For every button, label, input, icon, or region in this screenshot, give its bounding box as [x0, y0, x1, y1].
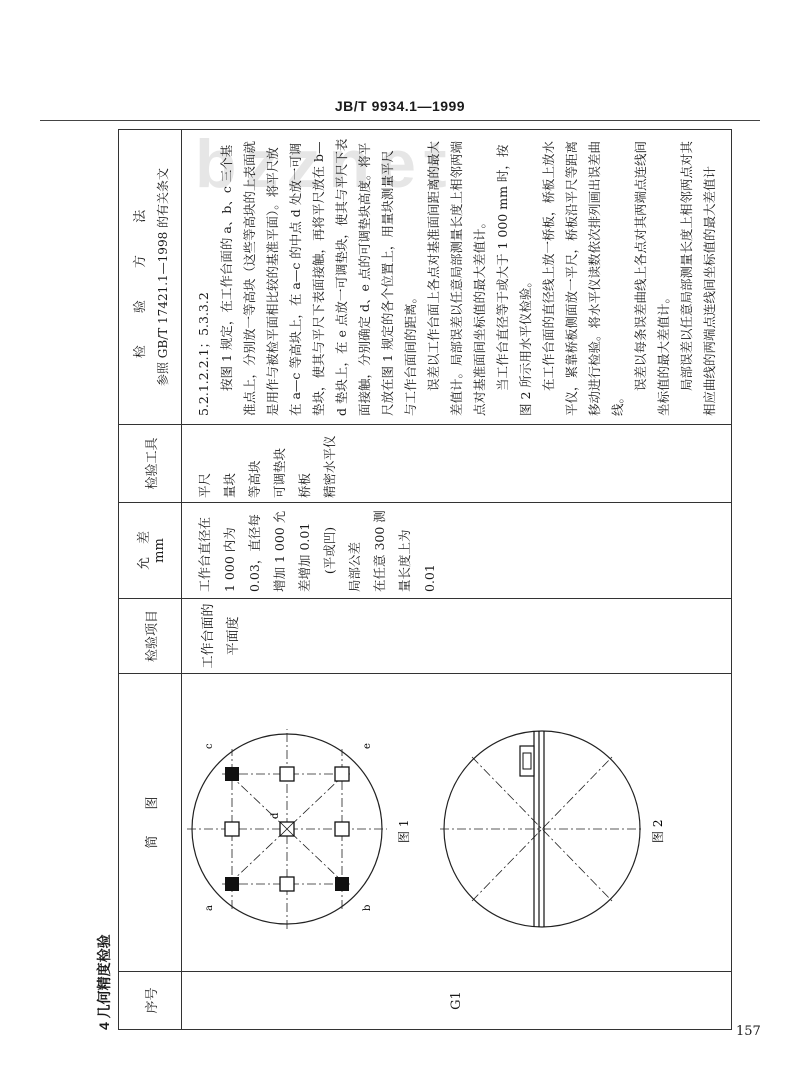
standard-code: JB/T 9934.1—1999: [334, 98, 466, 114]
row-method: [182, 130, 732, 425]
method-paragraph: 在工作台面的直径线上放一桥板，桥板上放水平仪，紧靠桥板侧面放一平尺，桥板沿平尺等距离移动进行检验。将水平仪读数依次排列画出误差曲线。: [541, 140, 625, 416]
label-c: c: [204, 743, 215, 749]
row-item: 工作台面的平面度: [182, 599, 732, 674]
landscape-table-wrapper: [90, 130, 717, 1030]
watermark: bzznet: [195, 126, 455, 202]
label-a: a: [204, 905, 215, 911]
tolerance-shape: (平或凹): [322, 526, 337, 575]
point-c-block: [225, 767, 239, 781]
method-paragraph: 误差以工作台面上各点对基准面间距离的最大差值计。局部误差以任意局部测量长度上相邻两端点对基准面间坐标值的最大差值计。: [426, 140, 487, 416]
col-tolerance: [119, 503, 182, 599]
col-method-subtitle: 参照 GB/T 17421.1—1998 的有关条文: [156, 167, 170, 387]
tool-item: 等高块: [247, 460, 262, 498]
col-tool: 检验工具: [119, 425, 182, 503]
tool-item: 可调垫块: [272, 447, 287, 498]
rotated-page-content: [90, 130, 717, 1030]
col-diagram: 简 图: [119, 674, 182, 972]
diagram-cell: [182, 674, 732, 972]
table-row: [182, 130, 732, 1030]
method-paragraph: 误差以每条误差曲线上各点对其两端点连线间坐标值的最大差值计。: [633, 140, 671, 416]
col-seq: 序号: [119, 972, 182, 1030]
col-item: 检验项目: [119, 599, 182, 674]
point-b-block: [335, 877, 349, 891]
col-tolerance-unit: mm: [152, 538, 167, 563]
tool-item: 平尺: [197, 472, 212, 498]
col-method-title: 检 验 方 法: [133, 195, 148, 359]
header-rule: [40, 120, 760, 121]
tool-item: 桥板: [297, 472, 312, 498]
method-ref: 5.2.1.2.2.1；5.3.3.2: [196, 292, 211, 416]
label-e: e: [362, 743, 373, 749]
tolerance-local-title: 局部公差: [347, 541, 362, 592]
label-d: d: [270, 812, 281, 819]
tolerance-main: 工作台直径在 1 000 内为 0.03，直径每增加 1 000 允差增加 0.01: [197, 510, 312, 592]
figure-2-caption: 图 2: [651, 819, 665, 843]
row-tolerance: [182, 503, 732, 599]
tolerance-local-value: 在任意 300 测量长度上为 0.01: [372, 510, 437, 592]
row-seq: G1: [182, 972, 732, 1030]
section-title: 4 几何精度检验: [96, 934, 112, 1030]
figure-1-caption: 图 1: [397, 819, 411, 843]
method-paragraph: 当工作台直径等于或大于 1 000 mm 时，按图 2 所示用水平仪检验。: [495, 144, 533, 416]
method-paragraph: 按图 1 规定，在工作台面的 a、b、c 三个基准点上，分别放一等高块（这些等高块的上表面就是用作与被检平面相比较的基准平面）。将平尺放在 a—c 等高块上，在 a—c 的中点 d 处放一可调垫块，使其与平尺下表面接触，再将平尺放在 b—d 垫块上，在 e 点放一可调垫块，使其与平尺下表面接触，分别确定 d、e 点的可调垫块高度。将平尺放在图 1 规定的各个位置上，用量块测量平尺与工作台面间的距离。: [219, 138, 418, 416]
tool-item: 精密水平仪: [322, 435, 337, 498]
page-number: 157: [736, 1024, 761, 1039]
figure-2: [440, 731, 665, 927]
point-a-block: [225, 877, 239, 891]
spirit-level: [523, 753, 531, 769]
tool-item: 量块: [222, 472, 237, 498]
figure-1: [187, 729, 411, 929]
table-header-row: [119, 130, 182, 1030]
label-b: b: [362, 904, 373, 911]
method-paragraph: 局部误差以任意局部测量长度上相邻两点对其相应曲线的两端点连线间坐标值的最大差值计: [679, 140, 717, 416]
col-tolerance-title: 允 差: [137, 531, 152, 571]
row-tools: [182, 425, 732, 503]
col-method: [119, 130, 182, 425]
point-e-block: [335, 767, 349, 781]
diagrams-svg: [182, 673, 688, 971]
inspection-table: [118, 129, 732, 1030]
